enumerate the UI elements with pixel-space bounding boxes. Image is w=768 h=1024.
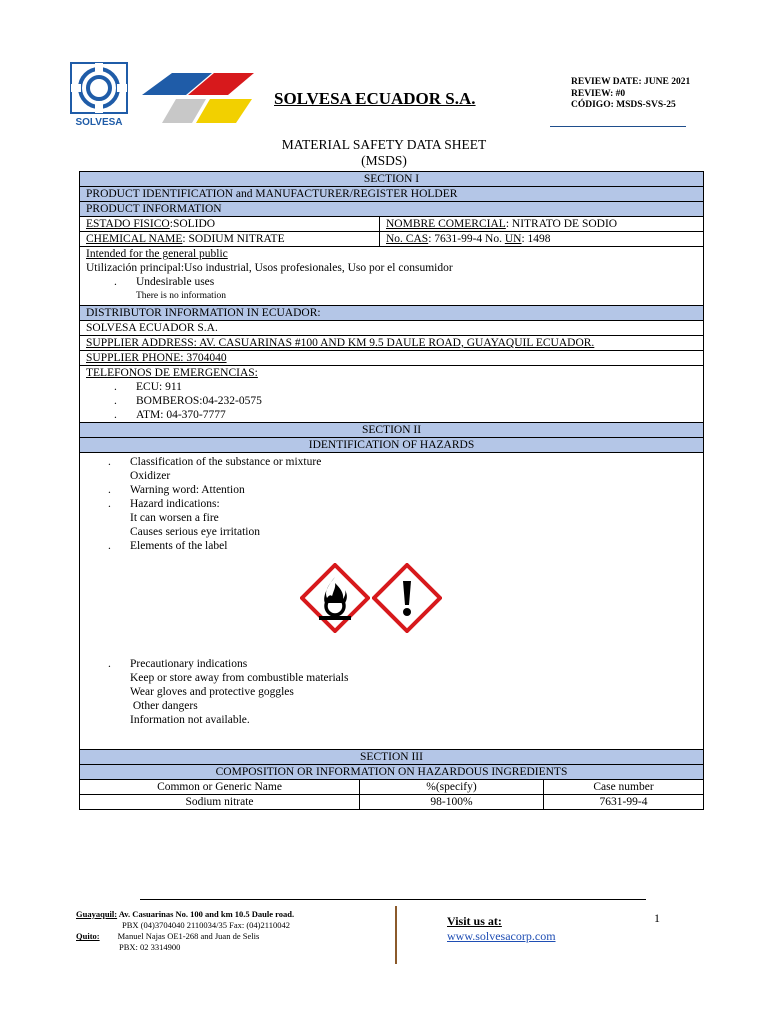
label-elements: Elements of the label bbox=[130, 540, 228, 552]
section-1-heading: SECTION I bbox=[80, 172, 703, 187]
cas-value: : 7631-99-4 No. bbox=[428, 233, 505, 245]
trade-name-cell bbox=[380, 217, 703, 231]
hazard-item: . Elements of the label bbox=[108, 540, 228, 552]
distributor-heading: DISTRIBUTOR INFORMATION IN ECUADOR: bbox=[80, 306, 703, 321]
undesirable-uses: Undesirable uses bbox=[136, 276, 215, 288]
supplier-phone: SUPPLIER PHONE: 3704040 bbox=[80, 351, 703, 366]
cas-label: No. CAS bbox=[386, 233, 429, 245]
supplier-address: SUPPLIER ADDRESS: AV. CASUARINAS #100 AND KM 9.5 DAULE ROAD, GUAYAQUIL ECUADOR. bbox=[80, 336, 703, 351]
section-3-subheading: COMPOSITION OR INFORMATION ON HAZARDOUS INGREDIENTS bbox=[80, 765, 703, 780]
physical-state-cell bbox=[80, 217, 380, 231]
emergency-item: . ECU: 911 bbox=[114, 381, 182, 393]
brand-mark-icon bbox=[136, 65, 268, 127]
quito-address: Manuel Najas OE1-268 and Juan de Selis bbox=[117, 931, 260, 941]
physical-state-row bbox=[80, 217, 703, 232]
visit-us-label: Visit us at: bbox=[447, 914, 502, 928]
composition-header-row bbox=[80, 780, 703, 795]
col-case-number: Case number bbox=[593, 781, 654, 793]
undesirable-uses-item: . Undesirable uses bbox=[114, 276, 215, 288]
review-date: REVIEW DATE: JUNE 2021 bbox=[571, 77, 691, 87]
distributor-company: SOLVESA ECUADOR S.A. bbox=[80, 321, 703, 336]
title-line-2: (MSDS) bbox=[361, 153, 407, 168]
table-row bbox=[80, 795, 703, 809]
un-value: : 1498 bbox=[521, 233, 551, 245]
ingredient-percent: 98-100% bbox=[360, 795, 544, 809]
estado-value: :SOLIDO bbox=[169, 218, 216, 230]
emergency-heading: TELEFONOS DE EMERGENCIAS: bbox=[86, 367, 258, 379]
emergency-item: . ATM: 04-370-7777 bbox=[114, 409, 226, 421]
quito-label: Quito: bbox=[76, 931, 100, 941]
ingredient-name: Sodium nitrate bbox=[80, 795, 360, 809]
information-not-available: Information not available. bbox=[130, 714, 250, 726]
logo-text: SOLVESA bbox=[75, 117, 123, 128]
hazard-item: . Warning word: Attention bbox=[108, 484, 245, 496]
intended-for: Intended for the general public bbox=[86, 248, 228, 260]
section-1-subheading: PRODUCT IDENTIFICATION and MANUFACTURER/REGISTER HOLDER bbox=[80, 187, 703, 202]
section-2-heading: SECTION II bbox=[80, 423, 703, 438]
col-percent: %(specify) bbox=[360, 780, 544, 794]
estado-label: ESTADO FISICO bbox=[86, 218, 170, 230]
review-block bbox=[571, 77, 690, 112]
footer-address bbox=[76, 909, 294, 953]
nombre-value: : NITRATO DE SODIO bbox=[505, 218, 618, 230]
emergency-ecu: ECU: 911 bbox=[136, 381, 182, 393]
oxidizer: Oxidizer bbox=[130, 470, 171, 482]
exclamation-mark-icon bbox=[372, 563, 442, 633]
classification: Classification of the substance or mixture bbox=[130, 456, 322, 468]
product-information-heading: PRODUCT INFORMATION bbox=[80, 202, 703, 217]
col-generic-name: Common or Generic Name bbox=[80, 780, 360, 794]
emergency-block bbox=[80, 366, 703, 423]
solvesa-logo bbox=[70, 62, 128, 130]
precaution-2: Wear gloves and protective goggles bbox=[130, 686, 294, 698]
guayaquil-line bbox=[76, 909, 294, 920]
ghs-pictograms bbox=[80, 553, 703, 641]
ingredient-cas: 7631-99-4 bbox=[599, 796, 648, 808]
document-title bbox=[0, 137, 768, 169]
document-code: CÓDIGO: MSDS-SVS-25 bbox=[571, 100, 676, 110]
hazard-indications: Hazard indications: bbox=[130, 498, 220, 510]
intended-use-block bbox=[80, 247, 703, 306]
chemical-name-cell bbox=[80, 232, 380, 246]
title-line-1: MATERIAL SAFETY DATA SHEET bbox=[281, 137, 487, 152]
emergency-item: . BOMBEROS:04-232-0575 bbox=[114, 395, 262, 407]
guayaquil-phone: PBX (04)3704040 2110034/35 Fax: (04)2110042 bbox=[122, 920, 290, 930]
cas-cell bbox=[380, 232, 703, 246]
section-2-subheading: IDENTIFICATION OF HAZARDS bbox=[80, 438, 703, 453]
hazard-item: . Classification of the substance or mixture bbox=[108, 456, 322, 468]
chem-label: CHEMICAL NAME bbox=[86, 233, 183, 245]
emergency-bomberos: BOMBEROS:04-232-0575 bbox=[136, 395, 262, 407]
hazards-block bbox=[80, 453, 703, 750]
emergency-atm: ATM: 04-370-7777 bbox=[136, 409, 226, 421]
header-rule bbox=[550, 126, 686, 127]
footer-rule bbox=[140, 899, 646, 900]
hazard-item: . Precautionary indications bbox=[108, 658, 248, 670]
chem-value: : SODIUM NITRATE bbox=[182, 233, 285, 245]
hazard-item: . Hazard indications: bbox=[108, 498, 220, 510]
guayaquil-address: Av. Casuarinas No. 100 and km 10.5 Daule road. bbox=[117, 909, 295, 919]
un-label: UN bbox=[504, 233, 522, 245]
page-number: 1 bbox=[654, 911, 660, 925]
quito-line bbox=[76, 931, 294, 942]
precautionary: Precautionary indications bbox=[130, 658, 248, 670]
flame-over-circle-icon bbox=[300, 563, 370, 633]
footer-divider bbox=[395, 906, 397, 964]
main-use: Utilización principal:Uso industrial, Usos profesionales, Uso por el consumidor bbox=[86, 262, 453, 274]
no-information: There is no information bbox=[136, 291, 226, 301]
company-name: SOLVESA ECUADOR S.A. bbox=[274, 89, 476, 108]
guayaquil-label: Guayaquil: bbox=[76, 909, 118, 919]
msds-table bbox=[79, 171, 704, 810]
warning-word: Warning word: Attention bbox=[130, 484, 245, 496]
quito-phone: PBX: 02 3314900 bbox=[119, 942, 181, 952]
hazard-2: Causes serious eye irritation bbox=[130, 526, 260, 538]
hazard-1: It can worsen a fire bbox=[130, 512, 219, 524]
precaution-1: Keep or store away from combustible materials bbox=[130, 672, 349, 684]
review-number: REVIEW: #0 bbox=[571, 88, 626, 99]
other-dangers: Other dangers bbox=[130, 700, 198, 712]
website-link[interactable]: www.solvesacorp.com bbox=[447, 929, 556, 943]
nombre-label: NOMBRE COMERCIAL bbox=[386, 218, 506, 230]
section-3-heading: SECTION III bbox=[80, 750, 703, 765]
chemical-name-row bbox=[80, 232, 703, 247]
